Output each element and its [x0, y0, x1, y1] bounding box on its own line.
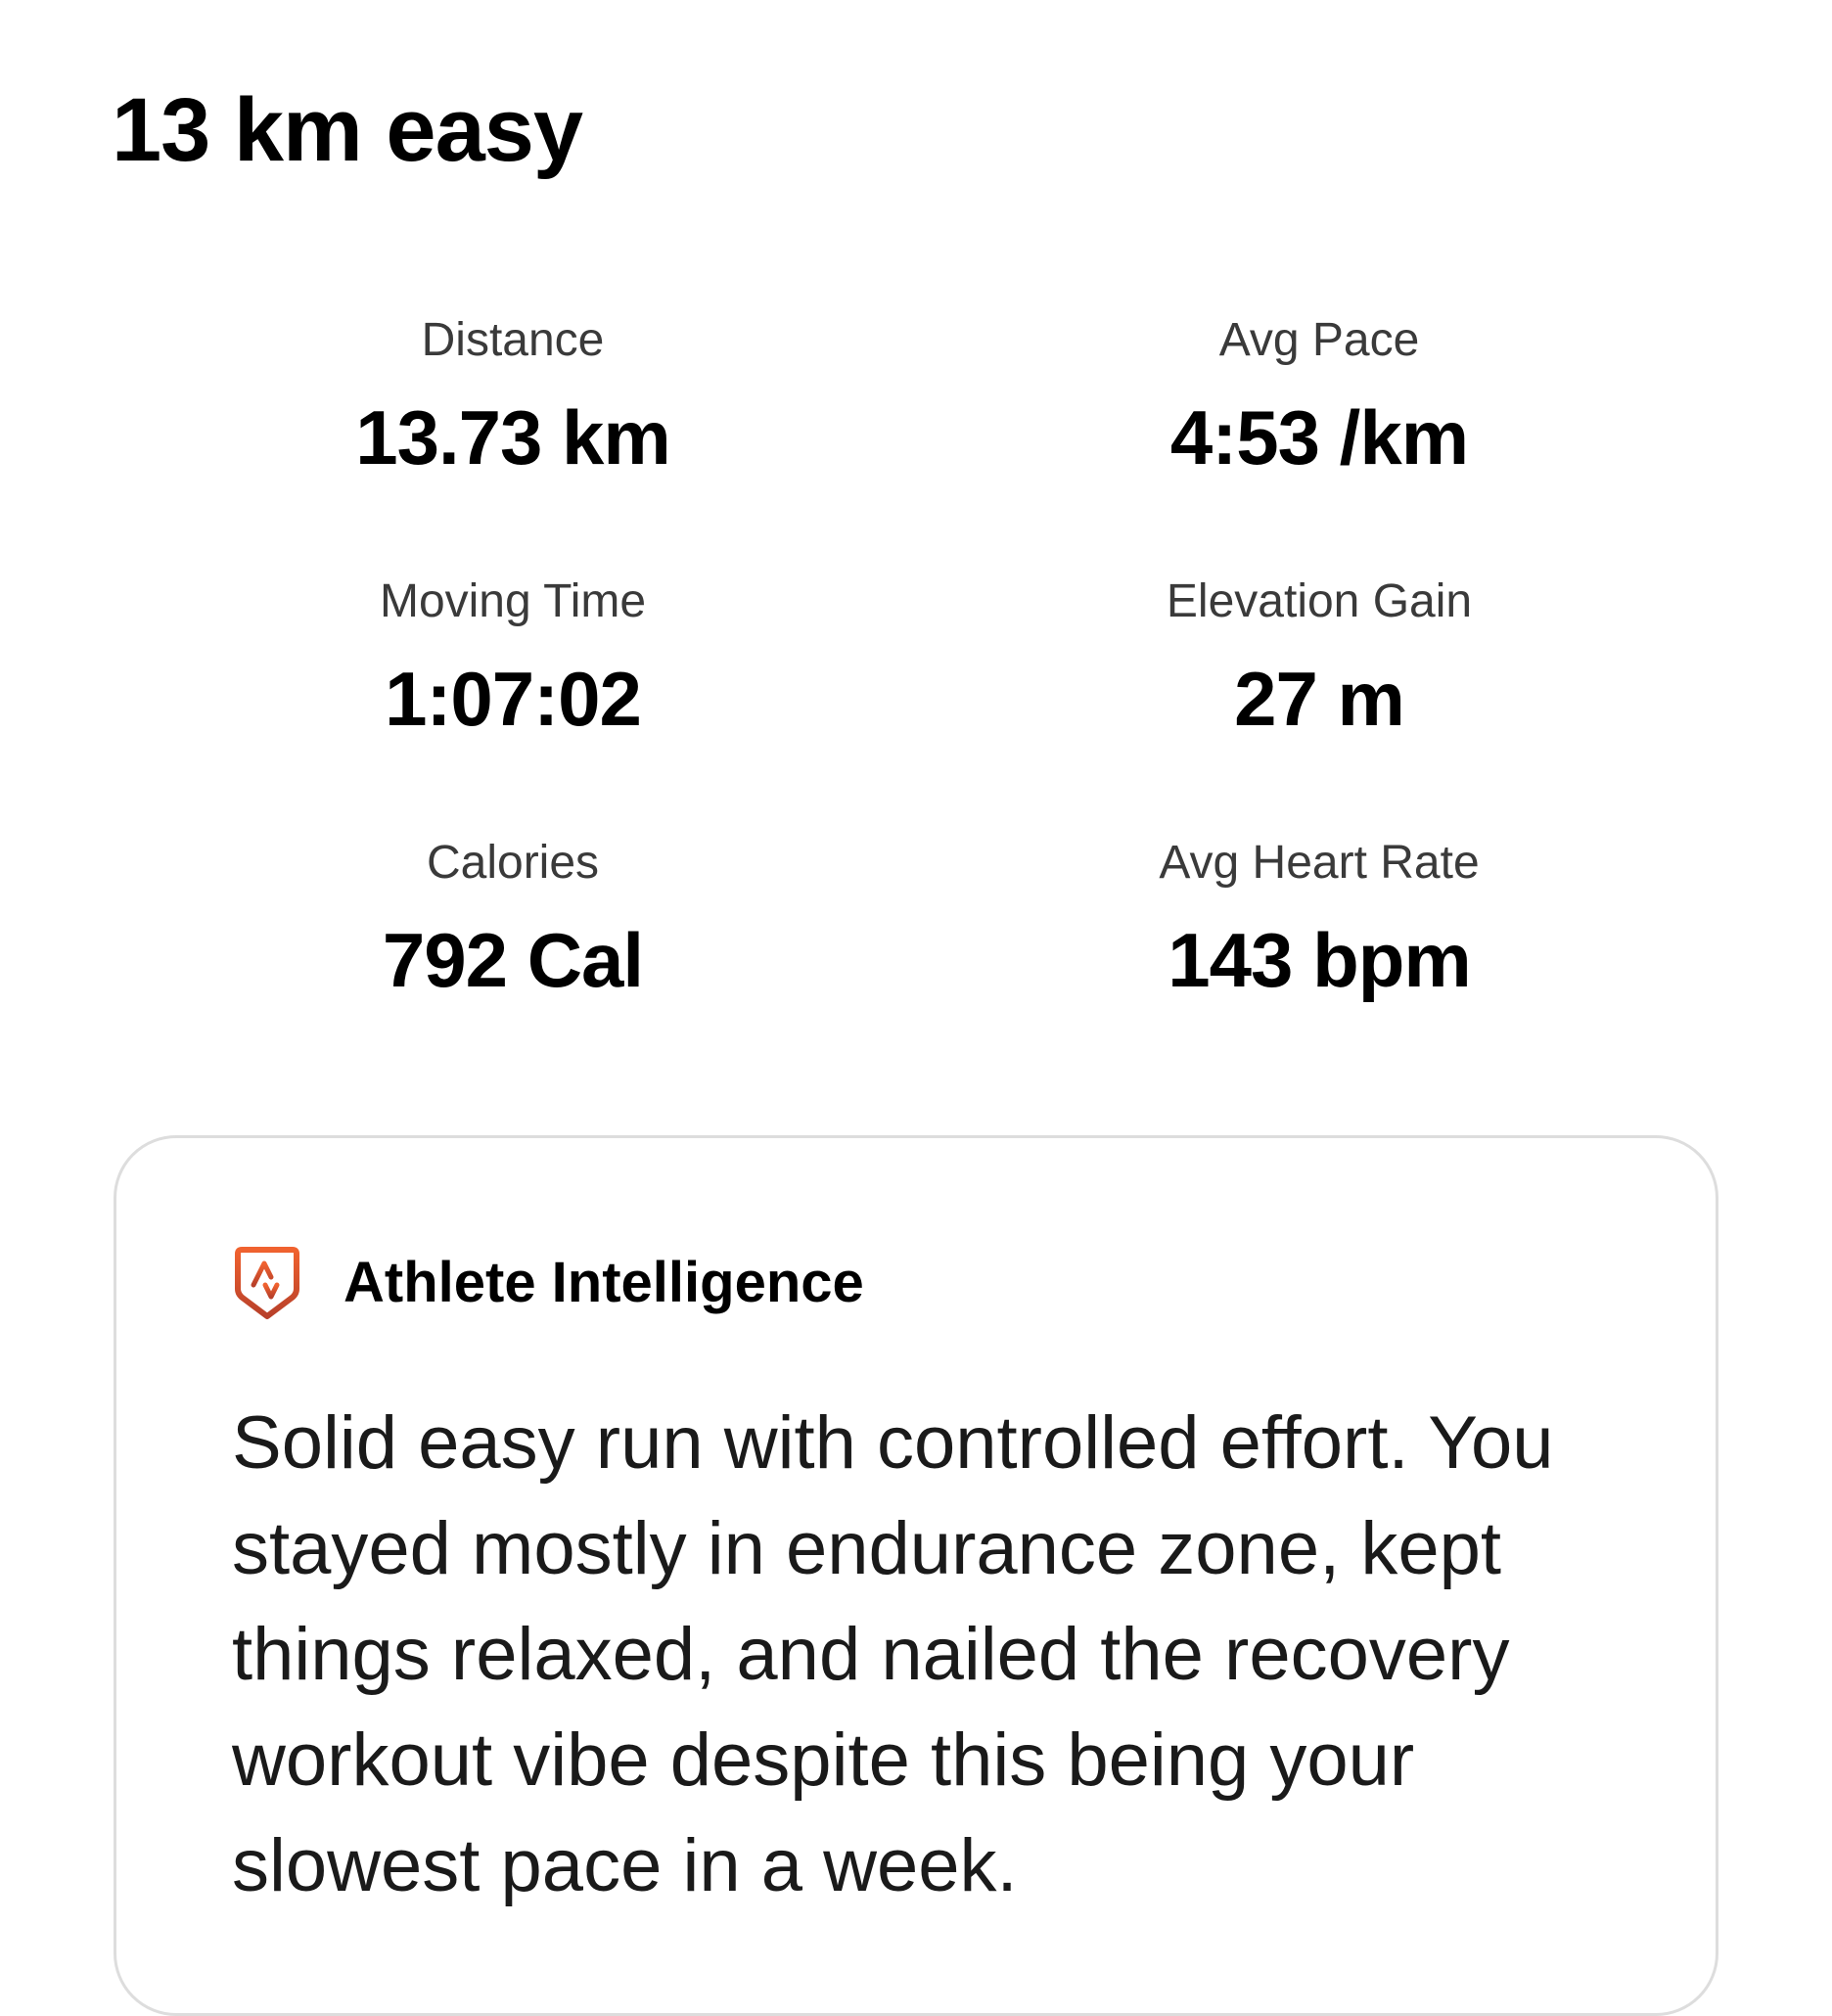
card-title: Athlete Intelligence [344, 1251, 864, 1314]
stat-label: Distance [421, 314, 605, 366]
stat-elevation-gain [918, 573, 1720, 743]
stat-label: Moving Time [379, 575, 647, 627]
card-header [234, 1246, 864, 1320]
stat-label: Avg Heart Rate [1159, 837, 1480, 889]
activity-title: 13 km easy [112, 80, 583, 180]
athlete-intelligence-icon [234, 1246, 300, 1320]
stat-value: 792 Cal [382, 917, 644, 1003]
stat-value: 1:07:02 [385, 656, 641, 742]
stat-label: Avg Pace [1218, 314, 1420, 366]
stat-avg-pace [918, 311, 1720, 481]
stat-value: 4:53 /km [1169, 394, 1469, 481]
athlete-intelligence-card[interactable] [114, 1135, 1718, 2016]
stat-label: Calories [426, 837, 600, 889]
insight-text: Solid easy run with controlled effort. You stayed mostly in endurance zone, kept things relaxed, and nailed the recovery workout vibe despite this being your slowest pace in a week. [232, 1401, 1554, 1907]
stat-value: 27 m [1234, 656, 1404, 742]
stat-avg-heart-rate [918, 834, 1720, 1004]
stat-moving-time [112, 573, 914, 743]
stat-value: 13.73 km [355, 394, 670, 481]
stat-distance [112, 311, 914, 481]
stat-label: Elevation Gain [1166, 575, 1473, 627]
stat-value: 143 bpm [1168, 917, 1471, 1003]
stat-calories [112, 834, 914, 1004]
